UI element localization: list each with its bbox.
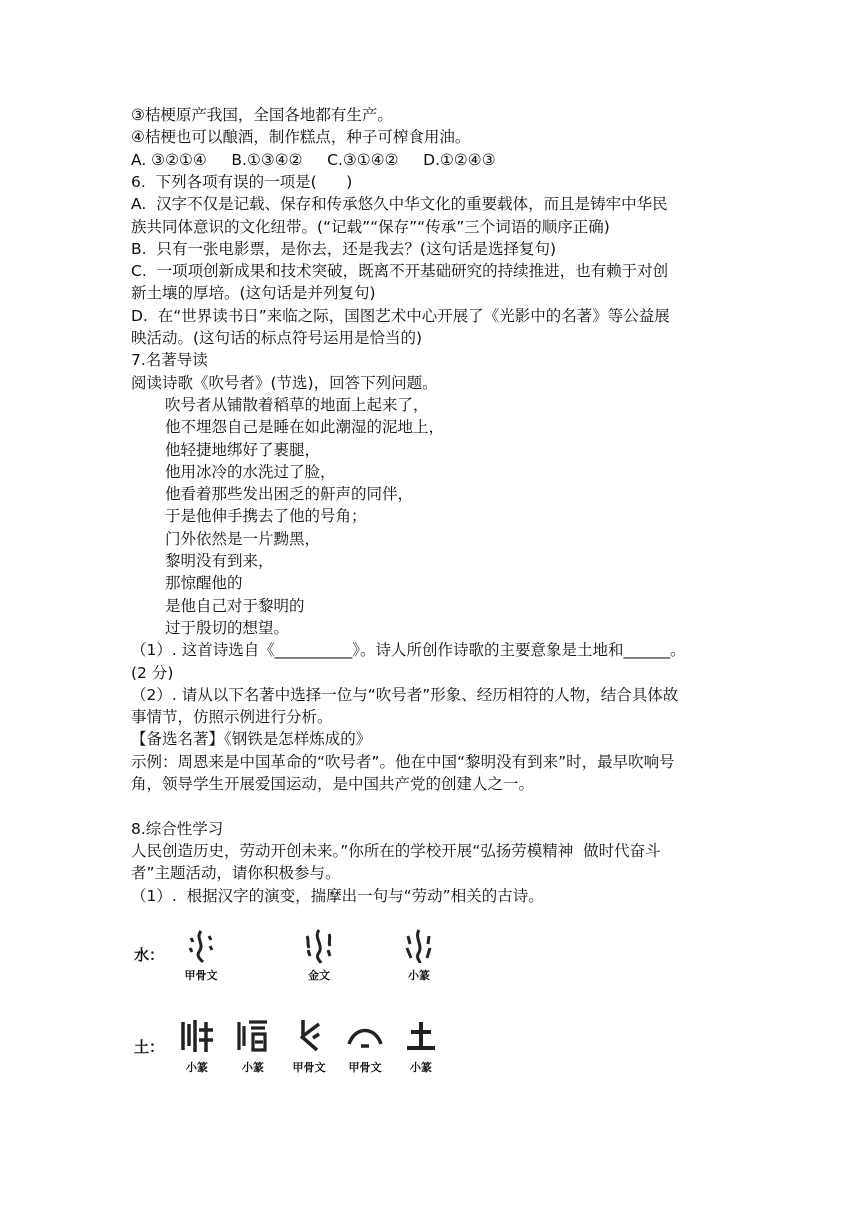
text-line: A. ③②①④ B.①③④② C.③①④② D.①②④③ <box>131 150 496 169</box>
text-line: 事情节，仿照示例进行分析。 <box>131 708 333 727</box>
text-line: A. 汉字不仅是记载、保存和传承悠久中华文化的重要载体，而且是铸牢中华民 <box>131 195 668 214</box>
water-caption-oracle: 甲骨文 <box>184 969 218 982</box>
text-line: D. 在“世界读书日”来临之际，国图艺术中心开展了《光影中的名著》等公益展 <box>131 306 670 325</box>
text-line: C. 一项项创新成果和技术突破，既离不开基础研究的持续推进，也有赖于对创 <box>131 262 669 281</box>
text-line: (2 分) <box>131 663 174 682</box>
text-line: 者”主题活动，请你积极参与。 <box>131 864 341 883</box>
poem-line: 吹号者从铺散着稻草的地面上起来了， <box>165 395 429 414</box>
text-line: 族共同体意识的文化纽带。(“记载”“保存”“传承”三个词语的顺序正确) <box>131 217 610 236</box>
water-bronze-icon <box>299 928 339 964</box>
text-line: 映活动。(这句话的标点符号运用是恰当的) <box>131 329 423 347</box>
poem-line: 于是他伸手携去了他的号角； <box>165 507 367 526</box>
earth-seal-2-icon <box>233 1016 273 1056</box>
text-line: 示例：周恩来是中国革命的“吹号者”。他在中国“黎明没有到来”时，最早吹响号 <box>131 752 675 771</box>
earth-caption-5: 小篆 <box>410 1061 432 1074</box>
text-line: 8.综合性学习 <box>131 819 224 838</box>
water-oracle-icon <box>181 928 221 964</box>
earth-caption-1: 小篆 <box>186 1061 208 1074</box>
water-glyph-row <box>131 928 461 998</box>
text-line: 阅读诗歌《吹号者》(节选)，回答下列问题。 <box>131 373 438 392</box>
poem-line: 他看着那些发出困乏的鼾声的同伴， <box>165 485 414 504</box>
text-line: （1）. 根据汉字的演变，揣摩出一句与“劳动”相关的古诗。 <box>131 886 544 905</box>
earth-oracle-2-icon <box>345 1016 385 1056</box>
poem-line: 他用冰冷的水洗过了脸， <box>165 462 336 481</box>
earth-oracle-1-icon <box>289 1016 329 1056</box>
poem-line: 是他自己对于黎明的 <box>165 596 305 615</box>
text-line: 新土壤的厚培。(这句话是并列复句) <box>131 284 376 303</box>
water-caption-bronze: 金文 <box>308 969 330 982</box>
earth-oracle-glyph-1 <box>279 1016 339 1075</box>
water-bronze-glyph <box>289 928 349 983</box>
earth-seal-glyph-2 <box>223 1016 283 1075</box>
earth-seal-1-icon <box>177 1016 217 1056</box>
poem-line: 那惊醒他的 <box>165 574 243 593</box>
text-line: 7.名著导读 <box>131 351 208 370</box>
text-line: （1）. 这首诗选自《__________》。诗人所创作诗歌的主要意象是土地和______。 <box>131 641 686 660</box>
poem-line: 他轻捷地绑好了裹腿， <box>165 440 321 459</box>
text-line: 角，领导学生开展爱国运动，是中国共产党的创建人之一。 <box>131 775 535 793</box>
earth-oracle-glyph-2 <box>335 1016 395 1075</box>
poem-line: 过于殷切的想望。 <box>165 618 290 637</box>
text-line: 6. 下列各项有误的一项是( ) <box>131 172 353 191</box>
earth-caption-2: 小篆 <box>242 1061 264 1074</box>
earth-caption-4: 甲骨文 <box>348 1061 382 1074</box>
earth-seal-glyph-1 <box>167 1016 227 1075</box>
earth-row-label: 土： <box>134 1038 165 1056</box>
water-row-label: 水： <box>134 946 165 964</box>
text-line: （2）. 请从以下名著中选择一位与“吹号者”形象、经历相符的人物，结合具体故 <box>131 685 679 704</box>
water-seal-glyph <box>389 928 449 983</box>
earth-glyph-row <box>131 1016 461 1086</box>
poem-line: 黎明没有到来， <box>165 552 274 570</box>
water-oracle-glyph <box>171 928 231 983</box>
earth-seal-glyph-3 <box>391 1016 451 1075</box>
earth-caption-3: 甲骨文 <box>292 1061 326 1074</box>
text-line: ③桔梗原产我国，全国各地都有生产。 <box>131 106 393 124</box>
text-line: 人民创造历史，劳动开创未来。”你所在的学校开展“弘扬劳模精神 做时代奋斗 <box>131 841 661 860</box>
water-seal-icon <box>399 928 439 964</box>
water-caption-seal: 小篆 <box>408 969 430 982</box>
text-line: ④桔梗也可以酿酒，制作糕点，种子可榨食用油。 <box>131 128 471 147</box>
poem-line: 门外依然是一片黝黑， <box>165 529 321 548</box>
text-line: 【备选名著】《钢铁是怎样炼成的》 <box>131 730 372 749</box>
earth-seal-3-icon <box>401 1016 441 1056</box>
poem-line: 他不埋怨自己是睡在如此潮湿的泥地上， <box>165 418 445 437</box>
text-line: B. 只有一张电影票，是你去，还是我去？(这句话是选择复句) <box>131 239 557 258</box>
